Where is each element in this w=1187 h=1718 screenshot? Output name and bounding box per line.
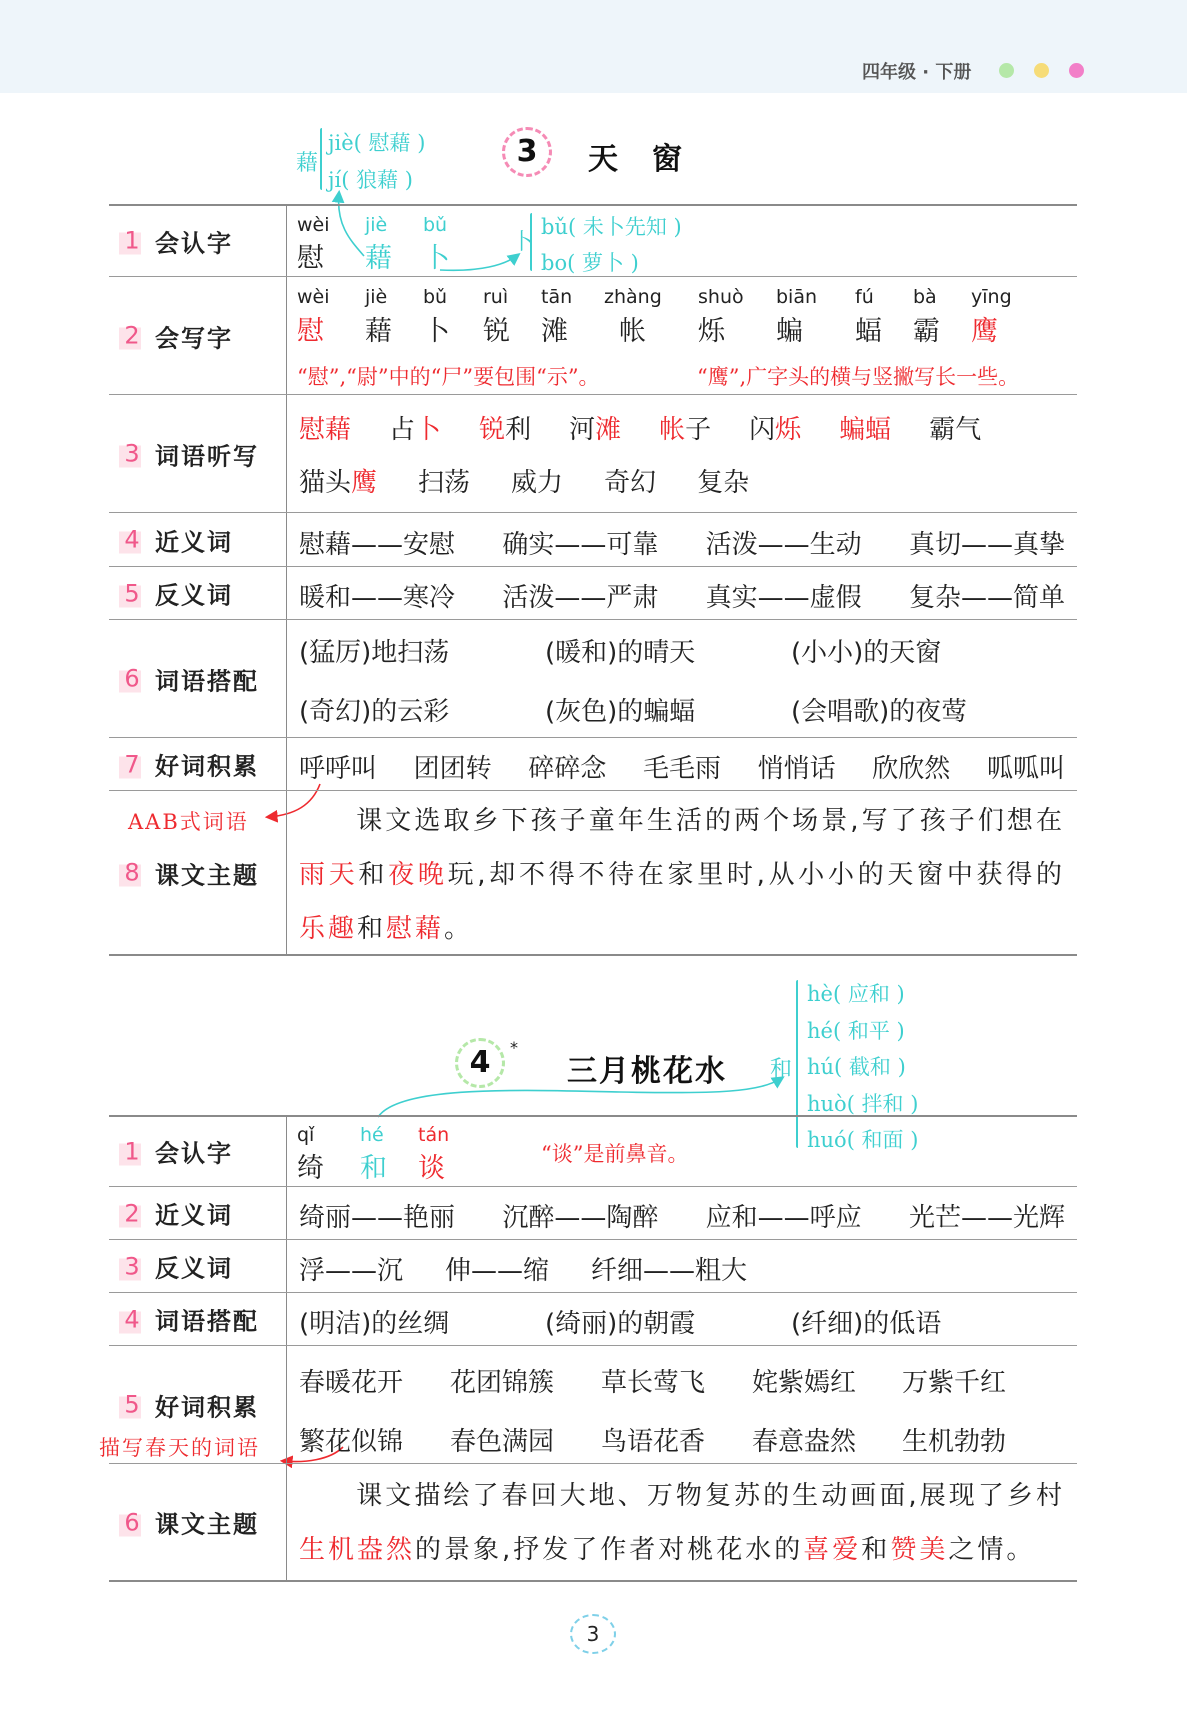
list-item: 应和——呼应 (705, 1203, 862, 1233)
he-reading: hé( 和平 ) (807, 1018, 905, 1043)
list-item: (奇幻)的云彩 (299, 697, 450, 727)
dictation-word (299, 409, 351, 446)
text-segment: 雨天 (299, 860, 359, 890)
dictation-word (569, 409, 621, 446)
word-segment: 猫头 (299, 468, 352, 498)
row-label: 词语听写 (155, 442, 259, 470)
character: 蝙 (776, 316, 803, 347)
lesson-title: 天 窗 (588, 142, 684, 177)
text-segment: 夜晚 (388, 860, 448, 890)
word-segment: 威力 (511, 468, 564, 498)
table-row (109, 738, 1077, 791)
list-item: (小小)的天窗 (791, 638, 942, 668)
row-label: 会认字 (155, 1139, 233, 1168)
text-segment: 和 (358, 860, 389, 890)
list-item: 春暖花开 (299, 1368, 404, 1398)
he-reading: hú( 截和 ) (807, 1055, 906, 1079)
list-item: (绮丽)的朝霞 (545, 1309, 696, 1339)
pinyin: tān (541, 286, 573, 308)
character: 藉 (365, 243, 392, 274)
row-number: 1 (119, 1137, 147, 1165)
table-row (109, 1293, 1077, 1346)
writing-note: “鹰”,广字头的横与竖撇写长一些。 (697, 365, 1020, 389)
row-number: 3 (119, 1252, 147, 1280)
list-item: 伸——缩 (445, 1256, 550, 1286)
character: 和 (360, 1153, 387, 1184)
he-reading: hè( 应和 ) (807, 982, 905, 1006)
row-label: 会写字 (155, 324, 233, 352)
character: 卜 (423, 243, 450, 274)
word-segment: 慰藉 (299, 415, 352, 445)
word-segment: 复杂 (697, 468, 750, 498)
list-item: 草长莺飞 (601, 1368, 706, 1398)
row-label: 近义词 (155, 1201, 233, 1230)
jie-reading-2: jí( 狼藉 ) (328, 168, 413, 192)
list-item: 生机勃勃 (902, 1427, 1007, 1457)
dictation-word (418, 462, 470, 499)
word-segment: 卜 (415, 415, 442, 445)
list-item: 花团锦簇 (450, 1368, 555, 1398)
grade-label: 四年级 · 下册 (862, 62, 972, 83)
character: 卜 (423, 316, 450, 347)
list-item: 暖和——寒冷 (299, 583, 456, 613)
he-annotation-char: 和 (770, 1057, 793, 1082)
text-segment: 喜爱 (803, 1535, 862, 1565)
character: 慰 (297, 243, 324, 274)
row-label: 好词积累 (155, 1393, 259, 1421)
pinyin: jiè (365, 214, 388, 236)
character: 烁 (698, 316, 725, 347)
pinyin: yīng (971, 286, 1012, 308)
table-row (109, 791, 1077, 956)
text-segment: 赞美 (890, 1535, 949, 1565)
text-segment: 乐趣 (299, 914, 358, 944)
list-item: 浮——沉 (299, 1256, 404, 1286)
he-reading: huò( 拌和 ) (807, 1091, 919, 1116)
list-item: 呼呼叫 (299, 754, 378, 784)
list-item: 光芒——光辉 (908, 1203, 1065, 1233)
table-row (109, 1187, 1077, 1240)
text-segment: 课文描绘了春回大地、万物复苏的生动画面,展现了乡村 (356, 1481, 1065, 1511)
text-segment: 。 (444, 914, 474, 944)
row-label: 词语搭配 (155, 667, 259, 695)
row-label: 反义词 (155, 1254, 233, 1283)
list-item: 毛毛雨 (642, 754, 721, 784)
table-row (109, 205, 1077, 277)
row-number: 4 (119, 526, 147, 554)
bu-reading-2: bo( 萝卜 ) (541, 251, 639, 275)
row-number: 7 (119, 750, 147, 778)
list-item: 确实——可靠 (502, 530, 659, 560)
word-segment: 占 (389, 415, 416, 445)
pinyin: bà (913, 286, 937, 308)
brace-icon (530, 213, 532, 271)
list-item: 姹紫嫣红 (752, 1368, 857, 1398)
list-item: 慰藉——安慰 (299, 530, 456, 560)
row-number: 3 (119, 440, 147, 468)
character: 蝠 (855, 316, 882, 347)
table-row (109, 395, 1077, 513)
row-label: 课文主题 (155, 1510, 259, 1539)
pinyin: biān (776, 286, 818, 308)
table-row (109, 620, 1077, 738)
pinyin: bǔ (423, 286, 448, 308)
word-segment: 霸气 (929, 415, 982, 445)
bu-reading-1: bǔ( 未卜先知 ) (541, 215, 682, 239)
table-row (109, 1464, 1077, 1582)
list-item: (灰色)的蝙蝠 (545, 697, 696, 727)
spring-words-annotation: 描写春天的词语 (99, 1436, 260, 1460)
pinyin: wèi (297, 214, 330, 236)
dictation-word (659, 409, 711, 446)
pinyin: zhàng (604, 286, 662, 308)
list-item: 活泼——严肃 (502, 583, 659, 613)
pinyin: bǔ (423, 214, 448, 236)
word-segment: 利 (505, 415, 532, 445)
word-segment: 奇幻 (604, 468, 657, 498)
row-number: 4 (119, 1305, 147, 1333)
jie-reading-1: jiè( 慰藉 ) (328, 131, 426, 155)
lesson-number-badge: 3 (502, 127, 552, 177)
list-item: 真切——真挚 (908, 530, 1065, 560)
list-item: 繁花似锦 (299, 1427, 404, 1457)
list-item: 复杂——简单 (908, 583, 1065, 613)
text-segment: 和 (357, 914, 387, 944)
word-segment: 子 (685, 415, 712, 445)
character: 滩 (541, 316, 568, 347)
row-label: 会认字 (155, 229, 233, 257)
list-item: 春色满园 (450, 1427, 555, 1457)
dictation-word (299, 462, 377, 499)
row-number: 5 (119, 579, 147, 607)
word-segment: 扫荡 (418, 468, 471, 498)
lesson-number-badge: 4 (455, 1038, 505, 1088)
text-segment: 慰藉 (386, 914, 445, 944)
character: 绮 (297, 1153, 324, 1184)
word-segment: 帐 (659, 415, 686, 445)
list-item: 春意盎然 (752, 1427, 857, 1457)
row-number: 5 (119, 1391, 147, 1419)
row-label: 好词积累 (155, 752, 259, 781)
character: 谈 (418, 1153, 445, 1184)
list-item: 悄悄话 (757, 754, 836, 784)
word-segment: 鹰 (351, 468, 378, 498)
row-number: 2 (119, 322, 147, 350)
text-segment: 生机盎然 (299, 1535, 416, 1565)
brace-icon (320, 128, 322, 190)
table-row (109, 277, 1077, 395)
writing-note: “慰”,“尉”中的“尸”要包围“示”。 (297, 365, 600, 389)
text-segment: 课文选取乡下孩子童年生活的两个场景,写了孩子们想在 (356, 806, 1065, 836)
character: 鹰 (971, 316, 998, 347)
list-item: (猛厉)地扫荡 (299, 638, 450, 668)
row-number: 1 (119, 227, 147, 255)
character: 藉 (365, 316, 392, 347)
row-number: 2 (119, 1199, 147, 1227)
word-segment: 蝙蝠 (839, 415, 892, 445)
lesson-title: 三月桃花水 (567, 1054, 727, 1089)
table-row (109, 1240, 1077, 1293)
pinyin: hé (360, 1124, 384, 1146)
list-item: 万紫千红 (902, 1368, 1007, 1398)
dictation-word (839, 409, 891, 446)
list-item: 绮丽——艳丽 (299, 1203, 456, 1233)
pronunciation-note: “谈”是前鼻音。 (541, 1142, 689, 1166)
bu-annotation-char: 卜 (512, 230, 535, 255)
row-number: 6 (119, 665, 147, 693)
text-segment: 和 (861, 1535, 891, 1565)
pinyin: ruì (483, 286, 509, 308)
character: 慰 (297, 316, 324, 347)
list-item: (会唱歌)的夜莺 (791, 697, 968, 727)
list-item: (纤细)的低语 (791, 1309, 942, 1339)
pinyin: shuò (698, 286, 744, 308)
row-number: 8 (119, 859, 147, 887)
word-segment: 烁 (775, 415, 802, 445)
lesson-theme (299, 1469, 1065, 1577)
word-segment: 闪 (749, 415, 776, 445)
list-item: 碎碎念 (528, 754, 607, 784)
text-segment: 的景象,抒发了作者对桃花水的 (415, 1535, 804, 1565)
word-segment: 锐 (479, 415, 506, 445)
list-item: 活泼——生动 (705, 530, 862, 560)
text-segment: 之情。 (948, 1535, 1036, 1565)
table-row (109, 1116, 1077, 1187)
pinyin: jiè (365, 286, 388, 308)
aab-annotation: AAB式词语 (128, 810, 249, 834)
list-item: 纤细——粗大 (591, 1256, 748, 1286)
dictation-word (511, 462, 563, 499)
row-label: 反义词 (155, 581, 233, 610)
character: 帐 (619, 316, 646, 347)
dictation-word (479, 409, 531, 446)
character: 霸 (913, 316, 940, 347)
pinyin: qǐ (297, 1124, 315, 1146)
list-item: 鸟语花香 (601, 1427, 706, 1457)
jie-annotation-char: 藉 (296, 151, 319, 176)
row-label: 词语搭配 (155, 1307, 259, 1336)
pinyin: fú (855, 286, 874, 308)
lesson-theme (299, 794, 1065, 956)
list-item: 呱呱叫 (986, 754, 1065, 784)
pinyin: tán (418, 1124, 450, 1146)
list-item: 欣欣然 (872, 754, 951, 784)
page-number: 3 (570, 1614, 616, 1654)
text-segment: 玩,却不得不待在家里时,从小小的天窗中获得的 (447, 860, 1065, 890)
list-item: (暖和)的晴天 (545, 638, 696, 668)
table-row (109, 567, 1077, 620)
row-label: 近义词 (155, 528, 233, 556)
character: 锐 (483, 316, 510, 347)
row-label: 课文主题 (155, 861, 259, 889)
row-number: 6 (119, 1508, 147, 1536)
table-row (109, 513, 1077, 567)
dictation-word (604, 462, 656, 499)
word-segment: 滩 (595, 415, 622, 445)
he-reading: huó( 和面 ) (807, 1128, 919, 1152)
pinyin: wèi (297, 286, 330, 308)
dictation-word (389, 409, 441, 446)
dictation-word (929, 409, 981, 446)
list-item: 真实——虚假 (705, 583, 862, 613)
list-item: 团团转 (413, 754, 492, 784)
dictation-word (749, 409, 801, 446)
list-item: 沉醉——陶醉 (502, 1203, 659, 1233)
list-item: (明洁)的丝绸 (299, 1309, 450, 1339)
optional-mark: * (510, 1038, 518, 1057)
dictation-word (697, 462, 749, 499)
word-segment: 河 (569, 415, 596, 445)
